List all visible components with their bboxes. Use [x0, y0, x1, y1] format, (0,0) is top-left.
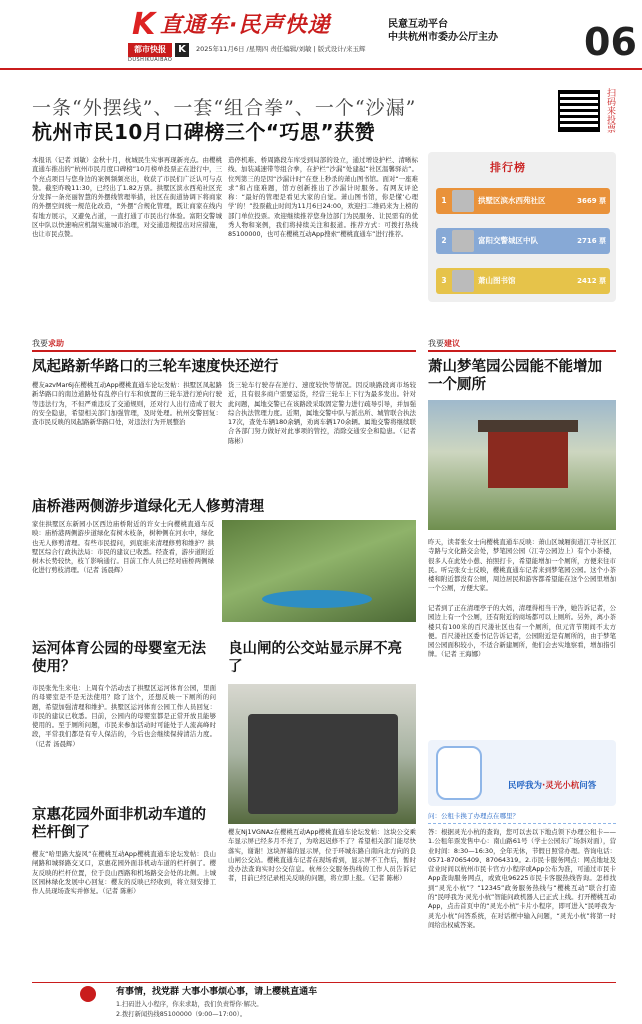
- lead-col-1: 本报讯（记者 刘敏）金秋十月，杭城民生实事再现新亮点。由樱桃直通车推出的“杭州市民月度口碑榜”10月榜单投票正在进行中，三个亮点项目与您身边的案例频频亮出，收获了市民们广泛认可与点赞。截至昨晚11:30，已经出了1.82万票。拱墅区滨水西苑社区充分发挥一条亮丽智慧的外摆线管理举措，社区在街道协调下将商家的外摆空间统一规范化改造，“外摆”合规化管理，既让商家在线内有地方展示，又避免占道，一直打通了市民出行体验。富阳交警城区中队以快速响应机制实施城市治理，对交通违规提出对应措施，也让市民点赞。: [32, 156, 222, 239]
- footer-line1: 1.扫码进入小程序，你来求助，我们负责帮你·解决。: [116, 1001, 263, 1008]
- lead-col-2: 造停机难、桥周路段车库受到局部的设立，通过增设护栏、清晰标线、加装减速带等组合拳，在护栏“沙漏”处建起“社区温馨驿站”。位列第三的是因“沙漏计时”在登上秒杀的萧山图书馆。面对“一座难求”和占座难题，馆方创新推出了沙漏计时服务。有网友评论称：“最好的管理是看见大家的自觉。萧山图书馆，你是懂‘心理学’的！”投票截止时间为11月6日24:00，欢迎扫二维码来为上榜的部门单位投票。欢迎继续推荐您身边部门为民服务、让民需有的优秀人物和案例，我们将持续关注和报道。推荐方式：可拨打热线85100000，也可在樱桃互动App搜索“樱桃直通车”进行推荐。: [228, 156, 418, 239]
- rank-item-1[interactable]: [436, 188, 610, 214]
- article-2-photo: [222, 520, 416, 622]
- bus-display-shape: [248, 714, 398, 814]
- article-3-title: 运河体育公园的母婴室无法使用？: [32, 641, 206, 676]
- rank-photo-icon: [452, 230, 474, 252]
- rank-name: 拱墅区滨水西苑社区: [478, 195, 546, 205]
- rank-name: 萧山图书馆: [478, 275, 516, 285]
- rank-count: 2716 票: [577, 236, 606, 245]
- section-label-suggest: 我要建议: [428, 339, 460, 348]
- qr-code-icon[interactable]: [558, 90, 600, 132]
- robot-mascot-icon: [436, 746, 482, 800]
- masthead-org-line1: 民意互动平台: [388, 19, 448, 30]
- article-6-title: 萧山梦笔园公园能不能增加一个厕所: [428, 359, 602, 394]
- rank-number: 1: [441, 195, 447, 205]
- rank-name: 富阳交警城区中队: [478, 235, 538, 245]
- pavilion-roof-shape: [478, 420, 578, 432]
- brand-logo-icon: K: [175, 43, 189, 57]
- page-number: 06: [584, 20, 637, 64]
- rank-count: 3669 票: [577, 196, 606, 205]
- footer-line2: 2.拨打新闻热线85100000（9:00—17:00）。: [116, 1011, 247, 1018]
- footer-rule: [32, 982, 616, 983]
- assistant-question: 问：公租卡换了办理点在哪里？: [428, 812, 616, 824]
- walkway-shape: [262, 590, 372, 608]
- qr-caption: 扫码来投票: [605, 88, 615, 133]
- masthead-logo: K: [132, 7, 156, 42]
- section-rule-suggest: [428, 350, 616, 352]
- article-4-title: 良山闸的公交站显示屏不亮了: [228, 641, 402, 676]
- article-1-title: 凤起路新华路口的三轮车速度快还逆行: [32, 359, 279, 375]
- headline-subtitle: 一条“外摆线”、一套“组合拳”、一个“沙漏”: [32, 97, 417, 119]
- article-3-body: 市民张先生来电：上周有个活动去了拱墅区运河体育公园，里面的母婴室是不是无法使用？除了这个，还想反映一下厕所的问题，希望加强清理和维护。拱墅区运河体育公园工作人员回复：市民的建议已收悉。目前，公园内的母婴室都是正常开放且能够使用的。至于厕所问题，市民来参加活动时可能处于人流高峰时段，平常我们都是有专人保洁的，今后也会继续保持清洁力度。（记者 汤晨辉）: [32, 684, 216, 748]
- article-5-title: 京惠花园外面非机动车道的栏杆倒了: [32, 807, 206, 842]
- article-1-body-left: 樱友azvMar6j在樱桃互动App樱桃直通车论坛发帖：拱墅区凤起路新华路口的南边道路处有乱停自行车和放置的三轮车进行逆向行驶等违法行为，不但严重违反了交通规则，还对行人出行造成了很大的安全隐患，希望相关部门加强管理，及时处理。杭州交警回复：查市民反映的凤起路新华路口处，对违法行为开展整治: [32, 381, 222, 427]
- assistant-answer: 答：根据灵光小杭的查询，您可以去以下地点领下办理公租卡——1.公租年票发售中心：南山路61号（学士公园东广场斜对面），营业时间：8:30—16:30，全年无休，节假日照常办理。咨询电话：0571-87065409、87064319。2.市民卡服务网点：网点地址及营业时间以杭州市民卡官方小程序或App公布为准，可通过市民卡App查询服务网点，或致电96225市民卡客服热线咨询。怎样找到“灵光小杭”？“12345”政务服务热线与“樱桃互动”联合打造的“民呼我为·灵光小杭”智能问政机器人已正式上线。打开樱桃互动App，点击首页中的“灵光小杭”卡片小程序，即可进入“民呼我为·灵光小杭”问答系统，在对话框中输入问题，“灵光小杭”将第一时间给出权威答案。: [428, 828, 616, 929]
- rank-photo-icon: [452, 190, 474, 212]
- section-rule-help: [32, 350, 416, 352]
- rank-item-2[interactable]: [436, 228, 610, 254]
- masthead-org-line2: 中共杭州市委办公厅主办: [388, 32, 498, 43]
- article-4-photo: [228, 684, 416, 824]
- assistant-brand-line: 民呼我为·灵光小杭问答: [508, 781, 597, 791]
- article-6-body-top: 昨天，读者张女士向樱桃直通车反映：萧山区城厢街道江寺社区江寺路与文化路交会处，梦笔园公园（江寺公园边上）有个小茶楼，很多人在此处小憩、拍照打卡，希望能增加一个厕所，方便来往市民。听完张女士反映，樱桃直通车记者来到梦笔园公园。这个小茶楼和附近都没有公厕，周边居民和游客都希望能在这个公园里增加一个公厕，方便大家。: [428, 538, 616, 593]
- article-2-body: 家住拱墅区东新园小区西边庙桥附近的许女士向樱桃直通车反映：庙桥港两侧游步道绿化有树木枝条，树种侧在河水中，绿化也无人修剪清理。有些市民提问，到底谁来清理修剪和维护？拱墅区综合行政执法局：市民的建议已收悉。经查看，游步道附近树木长势较快，枝丫影响通行。目前工作人员已经对庙桥两侧绿化进行剪枝清理。（记者 汤晨辉）: [32, 520, 214, 575]
- rank-photo-icon: [452, 270, 474, 292]
- section-label-help: 我要求助: [32, 339, 64, 348]
- article-4-body: 樱友Nj1VGNAz在樱桃互动App樱桃直通车论坛发帖：这块公交乘车显示屏已经多月不亮了，为啥迟迟修不了？希望相关部门能尽快落实，谢谢！这块屏幕的显示屏，位于环城东路自南向北方向的良山闸公交站。樱桃直通车记者在现场看到，显示屏不工作后，暂时没办法查询实时公交信息。杭州公交服务热线的工作人员告诉记者，目前已经记录相关反映的问题，将立即上报。（记者 陈彬）: [228, 828, 416, 883]
- brand-pinyin: DUSHIKUAIBAO: [128, 57, 173, 63]
- article-1-body-right: 货三轮车行驶存在逆行、速度较快等情况。因反映路段离市场较近，且有很多商户需要运货，经营三轮车上下行为最多发出。针对此问题，属地交警已在该路段采取固定警力进行疏导引导，并加强综合执法管理力度。近期，属地交警中队与派出所、城管联合执法17次，查处车辆180余辆，劝离车辆170余辆。属地交警将继续联合各部门努力做好对此事项的管控，消除交通安全和隐患。（记者 陈彬）: [228, 381, 416, 445]
- ranking-title: 排行榜: [490, 161, 526, 174]
- masthead-rule: [0, 68, 642, 70]
- brand-badge: 都市快报: [128, 43, 172, 57]
- rank-count: 2412 票: [577, 276, 606, 285]
- assistant-banner: [428, 740, 616, 806]
- masthead-title: 直通车·民声快递: [160, 13, 331, 38]
- article-6-body-bottom: 记者到了正在清理亭子的大妈，清理得相当干净，她告诉记者，公园边上有一个公厕，还有附近的商场都可以上厕所。另外，离小茶楼只有100米的百尺溇社区也有一个厕所，但元宵节期间不太方便。百尺溇社区委书记告诉记者，公园附近是有厕所的，由于梦笔园公园面积较小，不适合新建厕所，他们会去实地察看，增加指引牌。（记者 王海娜）: [428, 604, 616, 659]
- article-5-body: 樱友“哈里路大旋风”在樱桃互动App樱桃直通车论坛发帖：良山闸路和城驿路交叉口，京惠花园外面非机动车道的栏杆倒了。樱友反映的栏杆位置，位于良山西路和机场路交会处的北侧。上城区园林绿化发展中心回复：樱友的反映已经收到，将立刻安排工作人员现场查实并修复。（记者 陈彬）: [32, 850, 216, 896]
- footer-slogan: 有事情，找党群 大事小事烦心事，请上樱桃直通车: [116, 987, 318, 997]
- article-6-photo: [428, 400, 616, 530]
- pavilion-shape: [488, 428, 568, 488]
- rank-number: 2: [441, 235, 447, 245]
- rank-number: 3: [441, 275, 447, 285]
- issue-meta: 2025年11月6日 /星期四 责任编辑/刘敏 | 版式设计/来玉辉: [196, 45, 366, 53]
- article-2-title: 庙桥港两侧游步道绿化无人修剪清理: [32, 499, 264, 515]
- rank-item-3[interactable]: [436, 268, 610, 294]
- footer-logo-icon: [80, 986, 96, 1002]
- headline-title: 杭州市民10月口碑榜三个“巧思”获赞: [32, 120, 376, 144]
